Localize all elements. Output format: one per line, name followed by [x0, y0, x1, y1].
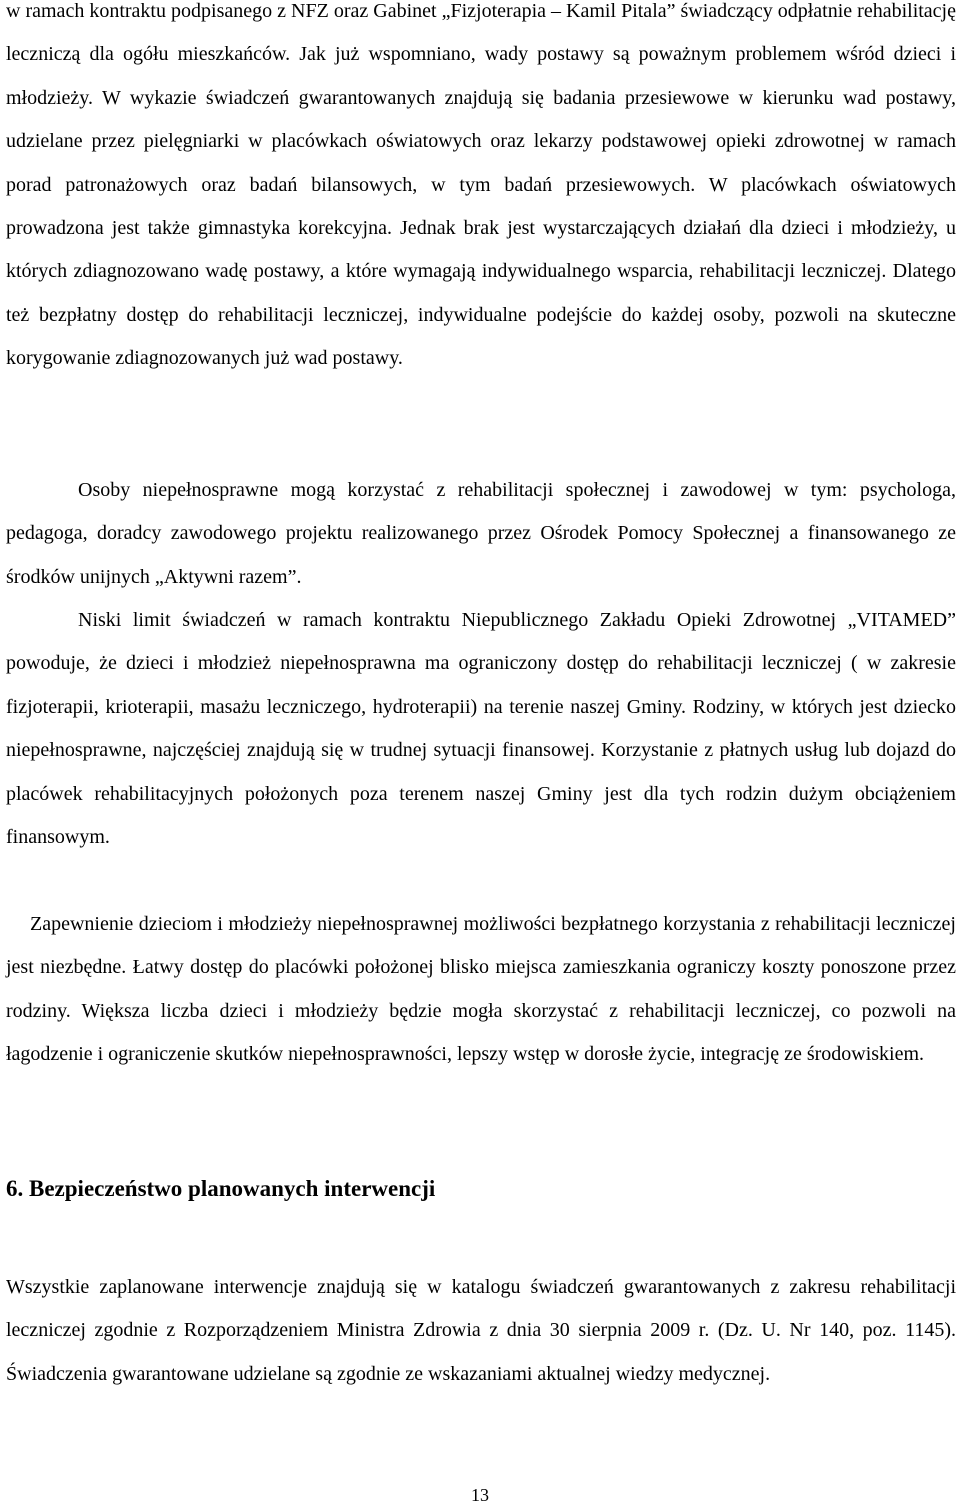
paragraph-limited-services: Niski limit świadczeń w ramach kontraktu Niepublicznego Zakładu Opieki Zdrowotnej „VITAMED” powoduje, że dzieci i młodzież niepełnosprawna ma ograniczony dostęp do rehabilitacji leczniczej ( w zakresie fizjoterapii, krioterapii, masażu leczniczego, hydroterapii) na terenie naszej Gminy. Rodziny, w których jest dziecko niepełnosprawne, najczęściej znajdują się w trudnej sytuacji finansowej. Korzystanie z płatnych usług lub dojazd do placówek rehabilitacyjnych położonych poza terenem naszej Gminy jest dla tych rodzin dużym obciążeniem finansowym.	[6, 609, 956, 849]
page-number: 13	[471, 1485, 489, 1505]
paragraph-rehabilitation-access: w ramach kontraktu podpisanego z NFZ oraz Gabinet „Fizjoterapia – Kamil Pitala” świadczący odpłatnie rehabilitację leczniczą dla ogółu mieszkańców. Jak już wspomniano, wady postawy są poważnym problemem wśród dzieci i młodzieży. W wykazie świadczeń gwarantowanych znajdują się badania przesiewowe w kierunku wad postawy, udzielane przez pielęgniarki w placówkach oświatowych oraz lekarzy podstawowej opieki zdrowotnej w ramach porad patronażowych oraz badań bilansowych, w tym badań przesiewowych. W placówkach oświatowych prowadzona jest także gimnastyka korekcyjna. Jednak brak jest wystarczających działań dla dzieci i młodzieży, u których zdiagnozowano wadę postawy, a które wymagają indywidualnego wsparcia, rehabilitacji leczniczej. Dlatego też bezpłatny dostęp do rehabilitacji leczniczej, indywidualne podejście do każdej osoby, pozwoli na skuteczne korygowanie zdiagnozowanych już wad postawy.	[6, 0, 956, 370]
paragraph-free-access: Zapewnienie dzieciom i młodzieży niepełnosprawnej możliwości bezpłatnego korzystania z rehabilitacji leczniczej jest niezbędne. Łatwy dostęp do placówki położonej blisko miejsca zamieszkania ograniczy koszty ponoszone przez rodziny. Większa liczba dzieci i młodzieży będzie mogła skorzystać z rehabilitacji leczniczej, co pozwoli na łagodzenie i ograniczenie skutków niepełnosprawności, lepszy wstęp w dorosłe życie, integrację ze środowiskiem.	[6, 913, 956, 1066]
paragraph-disabled-support: Osoby niepełnosprawne mogą korzystać z rehabilitacji społecznej i zawodowej w tym: psychologa, pedagoga, doradcy zawodowego projektu realizowanego przez Ośrodek Pomocy Społecznej a finansowanego ze środków unijnych „Aktywni razem”.	[6, 479, 956, 588]
section-heading: 6. Bezpieczeństwo planowanych interwencji	[6, 1176, 436, 1201]
paragraph-safety: Wszystkie zaplanowane interwencje znajdują się w katalogu świadczeń gwarantowanych z zakresu rehabilitacji leczniczej zgodnie z Rozporządzeniem Ministra Zdrowia z dnia 30 sierpnia 2009 r. (Dz. U. Nr 140, poz. 1145). Świadczenia gwarantowane udzielane są zgodnie ze wskazaniami aktualnej wiedzy medycznej.	[6, 1276, 956, 1385]
